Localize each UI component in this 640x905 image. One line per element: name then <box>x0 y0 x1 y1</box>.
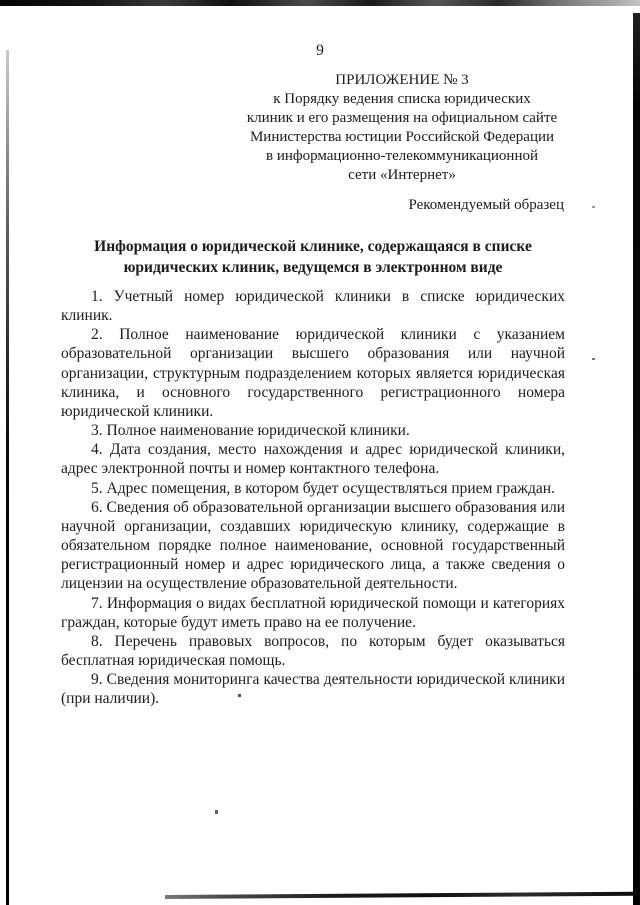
list-item-4: 4. Дата создания, место нахождения и адрес юридической клиники, адрес электронной почты и номер контактного телефона. <box>61 441 565 478</box>
scan-edge-top <box>0 0 640 6</box>
list-item-8: 8. Перечень правовых вопросов, по которым будет оказываться бесплатная юридическая помощь. <box>61 632 565 669</box>
page-number: 9 <box>316 42 324 59</box>
appendix-line: Министерства юстиции Российской Федерации <box>249 129 555 145</box>
scan-edge-right <box>633 13 640 905</box>
list-item-3: 3. Полное наименование юридической клиники. <box>91 422 410 440</box>
scan-edge-bottom <box>165 892 640 899</box>
appendix-title: ПРИЛОЖЕНИЕ № 3 <box>335 72 469 88</box>
list-item-7: 7. Информация о видах бесплатной юридической помощи и категориях граждан, которые будут иметь право на ее получение. <box>61 594 565 631</box>
scan-speck <box>215 810 218 814</box>
list-item-2: 2. Полное наименование юридической клиники с указанием образовательной организации высшего образования или научной организации, структурным подразделением которых является юридическая клиника, и основного государственного регистрационного номера юридической клиники. <box>61 326 565 420</box>
appendix-line: клиник и его размещения на официальном сайте <box>246 110 558 126</box>
appendix-heading <box>243 71 561 185</box>
list-item-5: 5. Адрес помещения, в котором будет осуществляться прием граждан. <box>91 479 555 497</box>
list-item-9: 9. Сведения мониторинга качества деятельности юридической клиники (при наличии). <box>61 671 565 708</box>
scan-edge-left <box>6 50 9 905</box>
appendix-line: в информационно-телекоммуникационной <box>265 148 539 164</box>
sample-note: Рекомендуемый образец <box>408 197 564 213</box>
appendix-line: к Порядку ведения списка юридических <box>273 91 531 107</box>
scan-speck <box>592 358 595 360</box>
body-text <box>61 287 565 708</box>
appendix-line: сети «Интернет» <box>348 167 456 183</box>
document-title: Информация о юридической клинике, содержащаяся в списке юридических клиник, ведущемся в электронном виде <box>94 238 532 276</box>
list-item-1: 1. Учетный номер юридической клиники в списке юридических клиник. <box>61 288 565 325</box>
scan-speck <box>592 206 595 208</box>
list-item-6: 6. Сведения об образовательной организации высшего образования или научной организации, создавших юридическую клинику, содержащие в обязательном порядке полное наименование, основной государственный регистрационный номер и адрес юридического лица, а также сведения о лицензии на осуществление образовательной деятельности. <box>61 498 565 593</box>
